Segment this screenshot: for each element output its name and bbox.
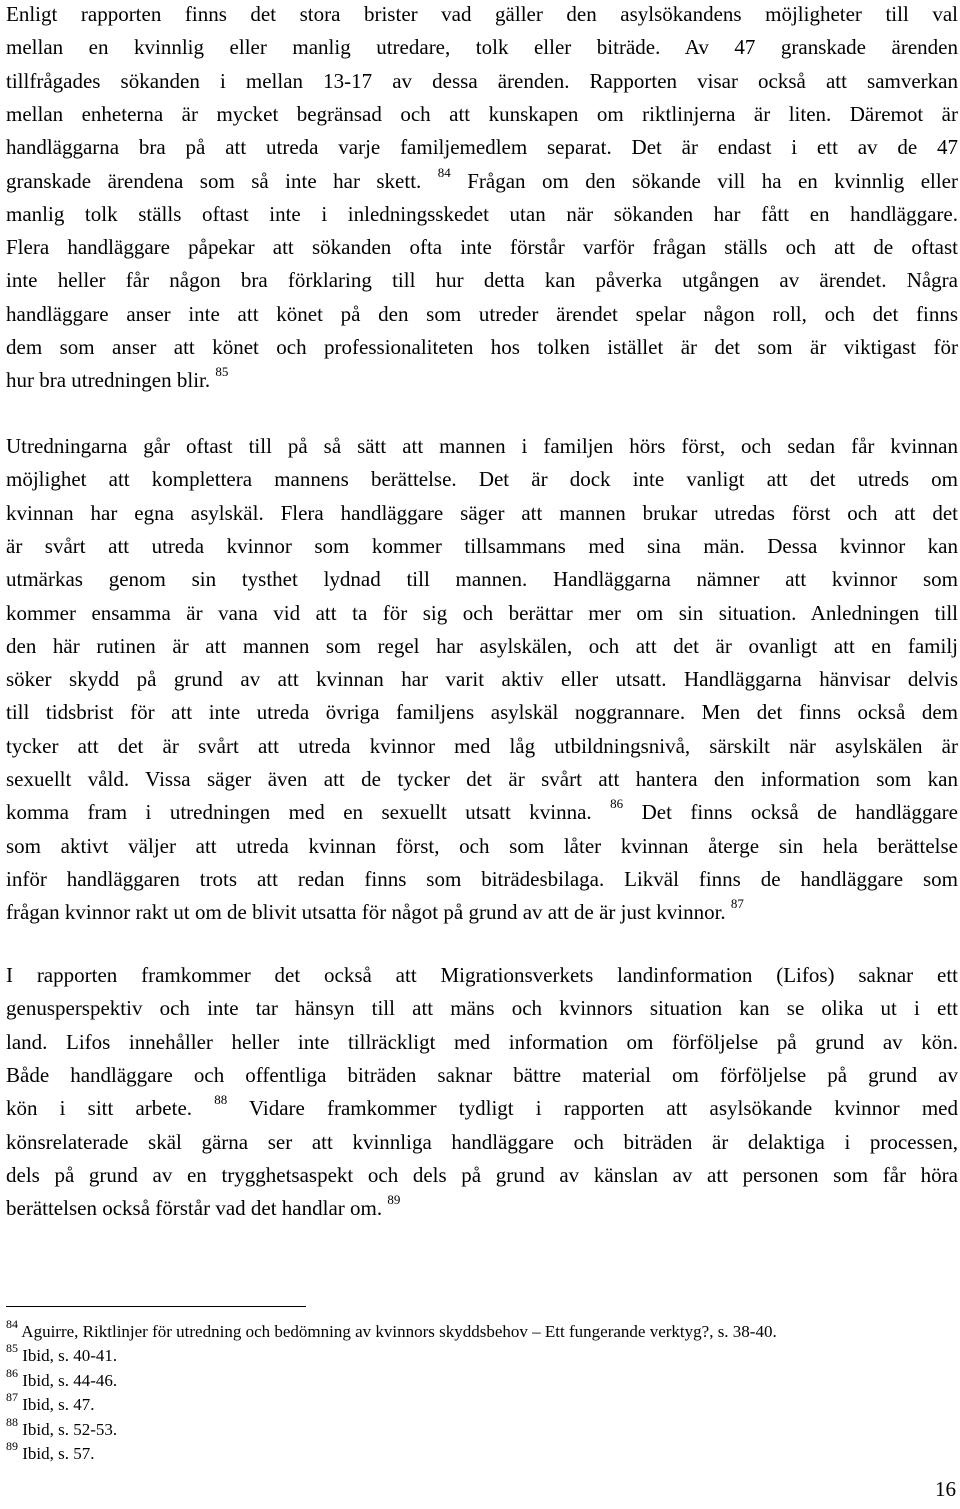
text-line (6, 69, 958, 93)
text-line (6, 1030, 958, 1054)
footnote-item (6, 1439, 95, 1465)
footnote-reference: 89 (387, 1192, 401, 1207)
footnote-reference: 85 (215, 364, 229, 379)
text-line (6, 734, 958, 758)
text-line (6, 102, 958, 126)
text-line (6, 867, 958, 891)
text-run: den här rutinen är att mannen som regel har asylskälen, och att det är ovanligt att en familj (6, 634, 958, 658)
footnote-item (6, 1317, 777, 1343)
text-line (6, 202, 958, 226)
text-run: kvinnan har egna asylskäl. Flera handläggare säger att mannen brukar utredas först och att det (6, 501, 958, 525)
text-run: granskade ärendena som så inte har skett. (6, 169, 438, 193)
text-run: Frågan om den sökande vill ha en kvinnlig eller (450, 169, 958, 193)
text-run: kommer ensamma är vana vid att ta för sig och berättar mer om sin situation. Anledningen till (6, 601, 958, 625)
text-line (6, 634, 958, 658)
text-line (6, 2, 958, 26)
footnote-item (6, 1366, 118, 1392)
text-line (6, 364, 229, 392)
text-run: Det finns också de handläggare (623, 800, 958, 824)
text-run: kön i sitt arbete. (6, 1096, 215, 1120)
text-line (6, 135, 958, 159)
text-line (6, 667, 958, 691)
text-run: handläggarna bra på att utreda varje familjemedlem separat. Det är endast i ett av de 47 (6, 135, 958, 159)
text-line (6, 767, 958, 791)
text-run: mellan enheterna är mycket begränsad och att kunskapen om riktlinjerna är liten. Däremot är (6, 102, 958, 126)
text-run: manlig tolk ställs oftast inte i inledningsskedet utan när sökanden har fått en handläggare. (6, 202, 958, 226)
footnote-divider (6, 1306, 306, 1307)
text-run: frågan kvinnor rakt ut om de blivit utsatta för något på grund av att de är just kvinnor. (6, 900, 731, 924)
text-run: dem som anser att könet och professionaliteten hos tolken istället är det som är viktigast för (6, 335, 958, 359)
text-line (6, 501, 958, 525)
text-run: till tidsbrist för att inte utreda övriga familjens asylskäl noggrannare. Men det finns också dem (6, 700, 958, 724)
text-line (6, 302, 958, 326)
text-run: Flera handläggare påpekar att sökanden ofta inte förstår varför frågan ställs och att de oftast (6, 235, 958, 259)
footnote-reference: 86 (610, 796, 624, 811)
text-line (6, 834, 958, 858)
text-run: är svårt att utreda kvinnor som kommer tillsammans med sina män. Dessa kvinnor kan (6, 534, 958, 558)
text-line (6, 534, 958, 558)
text-run: utmärkas genom sin tysthet lydnad till mannen. Handläggarna nämner att kvinnor som (6, 567, 958, 591)
footnote-reference: 88 (214, 1092, 228, 1107)
footnote-text: Ibid, s. 47. (18, 1395, 95, 1414)
text-run: hur bra utredningen blir. (6, 368, 216, 392)
text-run: berättelsen också förstår vad det handlar om. (6, 1196, 388, 1220)
text-line (6, 467, 958, 491)
footnote-number: 87 (6, 1390, 18, 1405)
text-line (6, 1130, 958, 1154)
text-run: Både handläggare och offentliga biträden saknar bättre material om förföljelse på grund av (6, 1063, 958, 1087)
text-run: komma fram i utredningen med en sexuellt utsatt kvinna. (6, 800, 611, 824)
text-run: Vidare framkommer tydligt i rapporten att asylsökande kvinnor med (227, 1096, 958, 1120)
text-run: inte heller får någon bra förklaring till hur detta kan påverka utgången av ärendet. Några (6, 268, 958, 292)
footnote-number: 86 (6, 1366, 18, 1381)
footnote-reference: 87 (730, 896, 744, 911)
text-run: mellan en kvinnlig eller manlig utredare, tolk eller biträde. Av 47 granskade ärenden (6, 35, 958, 59)
text-line (6, 335, 958, 359)
footnote-text: Ibid, s. 40-41. (18, 1346, 118, 1365)
footnote-text: Aguirre, Riktlinjer för utredning och bedömning av kvinnors skyddsbehov – Ett fungerande verktyg?, s. 38-40. (18, 1322, 777, 1341)
text-run: söker skydd på grund av att kvinnan har varit aktiv eller utsatt. Handläggarna hänvisar delvis (6, 667, 958, 691)
text-line (6, 963, 958, 987)
text-run: Utredningarna går oftast till på så sätt att mannen i familjen hörs först, och sedan får kvinnan (6, 434, 958, 458)
text-run: land. Lifos innehåller heller inte tillräckligt med information om förföljelse på grund av kön. (6, 1030, 958, 1054)
footnote-reference: 84 (437, 165, 451, 180)
footnote-number: 84 (6, 1317, 18, 1332)
text-line (6, 1163, 958, 1187)
page-number: 16 (935, 1477, 956, 1501)
text-run: könsrelaterade skäl gärna ser att kvinnliga handläggare och biträden är delaktiga i processen, (6, 1130, 958, 1154)
text-line (6, 1063, 958, 1087)
text-line (6, 601, 958, 625)
text-run: inför handläggaren trots att redan finns som biträdesbilaga. Likväl finns de handläggare som (6, 867, 958, 891)
text-run: handläggare anser inte att könet på den som utreder ärendet spelar någon roll, och det finns (6, 302, 958, 326)
text-line (6, 796, 958, 824)
text-run: Enligt rapporten finns det stora brister vad gäller den asylsökandens möjligheter till val (6, 2, 958, 26)
text-run: genusperspektiv och inte tar hänsyn till att mäns och kvinnors situation kan se olika ut i ett (6, 996, 958, 1020)
footnote-number: 88 (6, 1415, 18, 1430)
text-run: tycker att det är svårt att utreda kvinnor med låg utbildningsnivå, särskilt när asylskälen är (6, 734, 958, 758)
footnote-text: Ibid, s. 57. (18, 1444, 95, 1463)
text-line (6, 268, 958, 292)
text-run: I rapporten framkommer det också att Migrationsverkets landinformation (Lifos) saknar ett (6, 963, 958, 987)
text-line (6, 35, 958, 59)
text-run: tillfrågades sökanden i mellan 13-17 av dessa ärenden. Rapporten visar också att samverkan (6, 69, 958, 93)
text-line (6, 567, 958, 591)
footnote-text: Ibid, s. 44-46. (18, 1371, 118, 1390)
footnote-item (6, 1390, 95, 1416)
footnote-number: 89 (6, 1439, 18, 1454)
text-run: sexuellt våld. Vissa säger även att de tycker det är svårt att hantera den information som kan (6, 767, 958, 791)
text-line (6, 165, 958, 193)
text-line (6, 896, 744, 924)
footnote-item (6, 1341, 118, 1367)
text-line (6, 996, 958, 1020)
footnote-number: 85 (6, 1341, 18, 1356)
footnote-text: Ibid, s. 52-53. (18, 1420, 118, 1439)
text-line (6, 235, 958, 259)
text-run: dels på grund av en trygghetsaspekt och dels på grund av känslan av att personen som får höra (6, 1163, 958, 1187)
text-run: möjlighet att komplettera mannens berättelse. Det är dock inte vanligt att det utreds om (6, 467, 958, 491)
text-line (6, 1092, 958, 1120)
text-line (6, 700, 958, 724)
text-run: som aktivt väljer att utreda kvinnan först, och som låter kvinnan återge sin hela berättelse (6, 834, 958, 858)
text-line (6, 1192, 401, 1220)
text-line (6, 434, 958, 458)
footnote-item (6, 1415, 118, 1441)
